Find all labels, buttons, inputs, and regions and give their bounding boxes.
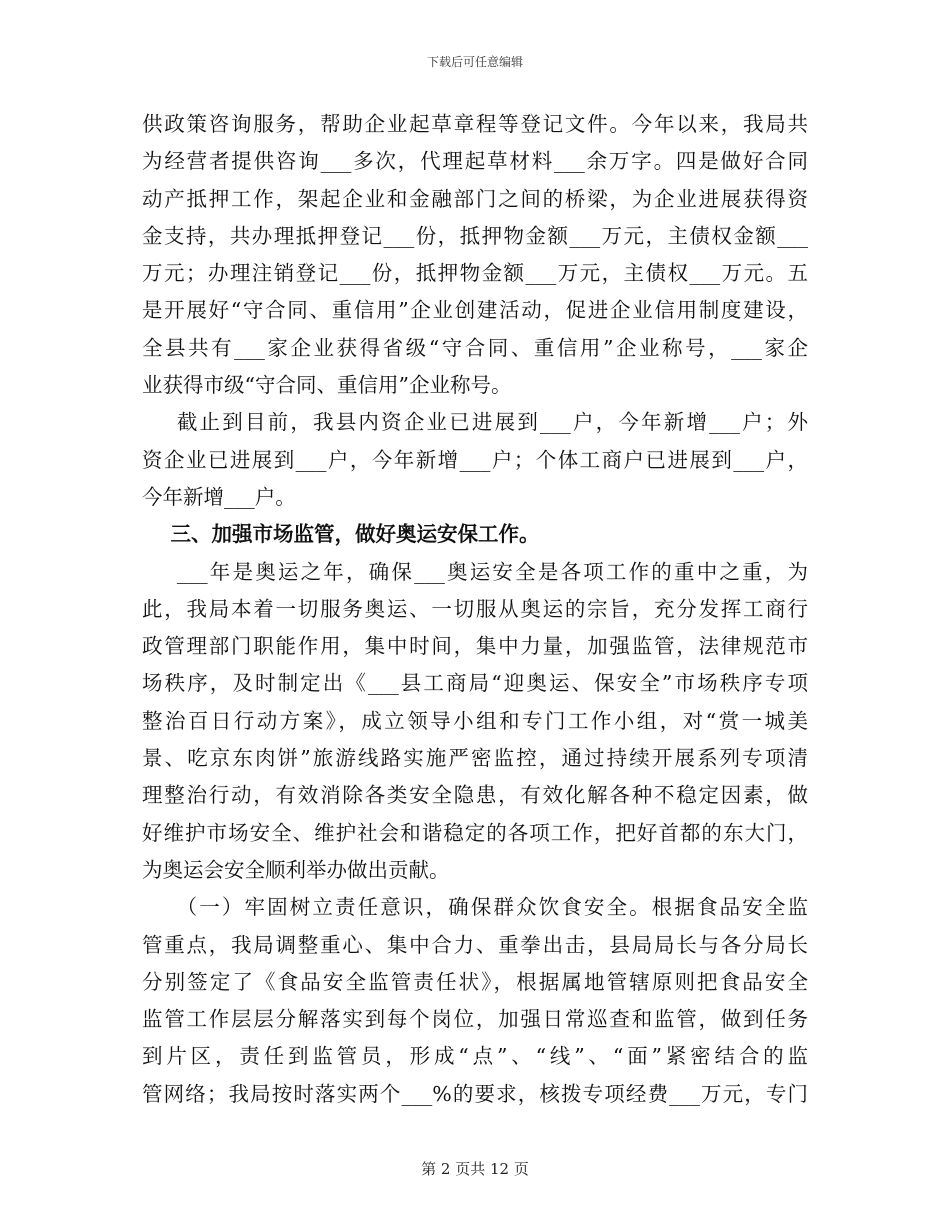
text-line: ___年是奥运之年，确保___奥运安全是各项工作的重中之重，为	[142, 559, 808, 584]
text-line: 为奥运会安全顺利举办做出贡献。	[142, 857, 450, 882]
text-line: 场秩序，及时制定出《___县工商局“迎奥运、保安全”市场秩序专项	[142, 671, 808, 696]
text-line: 截止到目前，我县内资企业已进展到___户，今年新增___户；外	[142, 410, 808, 435]
text-line: 动产抵押工作，架起企业和金融部门之间的桥梁，为企业进展获得资	[142, 186, 808, 211]
document-body	[142, 106, 808, 1113]
text-line: 业获得市级“守合同、重信用”企业称号。	[142, 373, 512, 398]
text-line: 管网络；我局按时落实两个___%的要求，核拨专项经费___万元，专门	[142, 1081, 808, 1106]
page-header: 下载后可任意编辑	[426, 55, 523, 69]
text-line: 景、吃京东肉饼”旅游线路实施严密监控，通过持续开展系列专项清	[142, 746, 808, 771]
text-line: 是开展好“守合同、重信用”企业创建活动，促进企业信用制度建设，	[142, 298, 808, 323]
page-number: 第 2 页共 12 页	[421, 1160, 529, 1178]
text-line: 万元；办理注销登记___份，抵押物金额___万元，主债权___万元。五	[142, 261, 808, 286]
text-line: 管重点，我局调整重心、集中合力、重拳出击，县局局长与各分局长	[142, 932, 808, 957]
text-line: 此，我局本着一切服务奥运、一切服从奥运的宗旨，充分发挥工商行	[142, 596, 808, 621]
text-line: 分别签定了《食品安全监管责任状》，根据属地管辖原则把食品安全	[142, 969, 808, 994]
text-line: 到片区，责任到监管员，形成“点”、“线”、“面”紧密结合的监	[142, 1044, 808, 1069]
text-line: 今年新增___户。	[142, 484, 296, 509]
text-line: 供政策咨询服务，帮助企业起草章程等登记文件。今年以来，我局共	[142, 112, 808, 136]
text-line: 为经营者提供咨询___多次，代理起草材料___余万字。四是做好合同	[142, 149, 808, 174]
section-heading: 三、加强市场监管，做好奥运安保工作。	[142, 522, 540, 547]
text-line: （一）牢固树立责任意识，确保群众饮食安全。根据食品安全监	[142, 895, 808, 920]
text-line: 资企业已进展到___户，今年新增___户；个体工商户已进展到___户，	[142, 447, 808, 472]
text-line: 监管工作层层分解落实到每个岗位，加强日常巡查和监管，做到任务	[142, 1007, 808, 1032]
text-line: 好维护市场安全、维护社会和谐稳定的各项工作，把好首都的东大门，	[142, 820, 808, 845]
text-line: 金支持，共办理抵押登记___份，抵押物金额___万元，主债权金额___	[142, 223, 808, 248]
text-line: 政管理部门职能作用，集中时间，集中力量，加强监管，法律规范市	[142, 634, 808, 659]
text-line: 整治百日行动方案》，成立领导小组和专门工作小组，对“赏一城美	[142, 708, 808, 733]
text-line: 全县共有___家企业获得省级“守合同、重信用”企业称号，___家企	[142, 335, 808, 360]
text-line: 理整治行动，有效消除各类安全隐患，有效化解各种不稳定因素，做	[142, 783, 808, 808]
